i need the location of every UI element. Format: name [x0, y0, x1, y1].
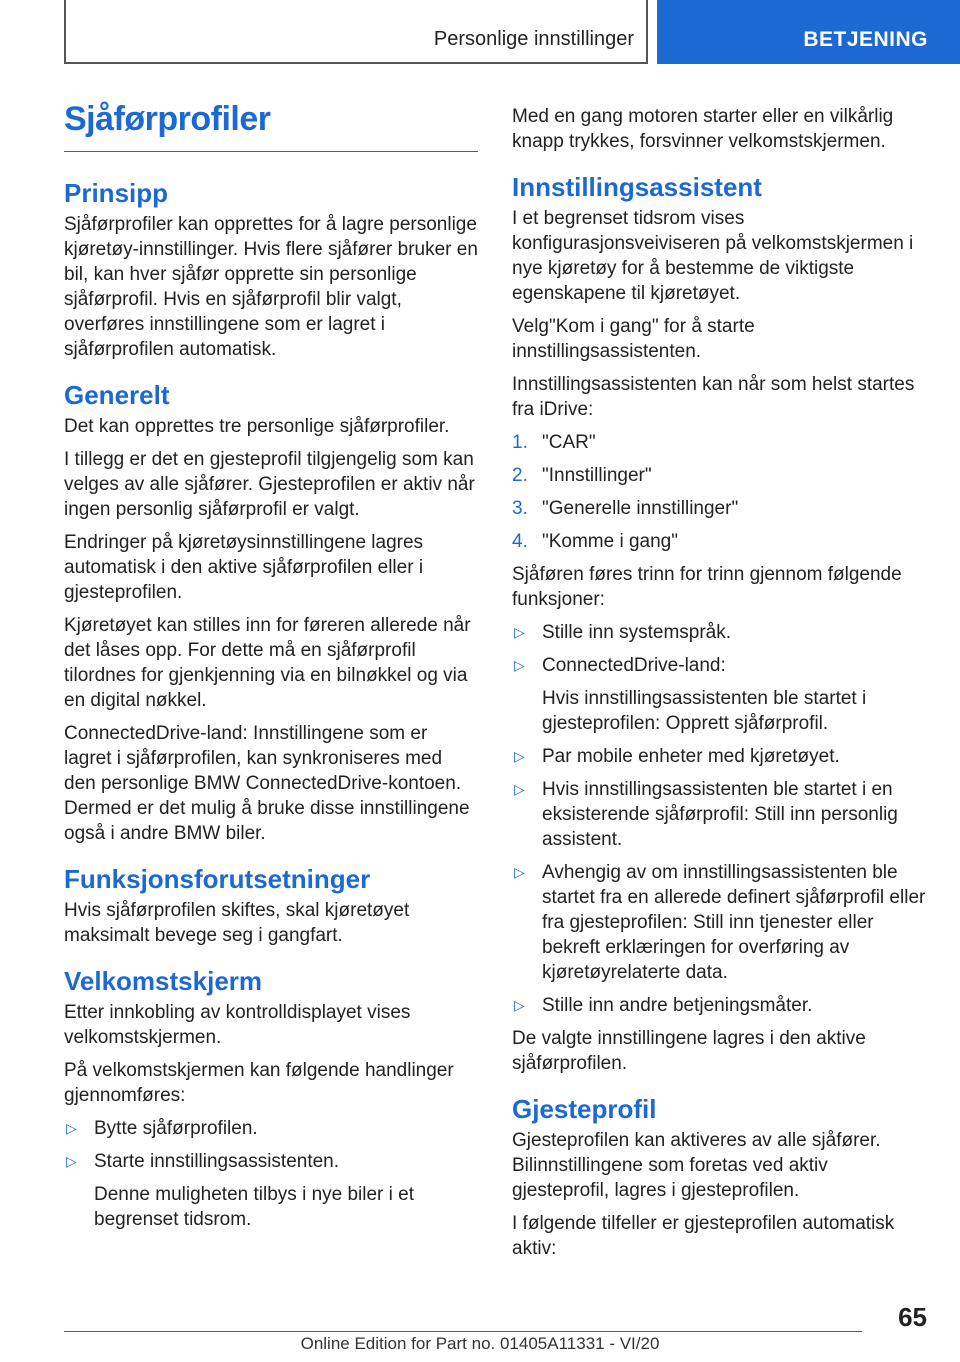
list-item [512, 777, 930, 852]
section-heading: Generelt [64, 380, 170, 410]
triangle-right-outline-icon: ▷ [514, 657, 525, 673]
list-item [512, 744, 930, 769]
list-item [512, 860, 930, 985]
triangle-right-outline-icon: ▷ [514, 997, 525, 1013]
list-item [512, 463, 930, 488]
list-item-text: Hvis innstillingsassistenten ble startet i en eksisterende sjåførprofil: Still inn personlig assistent. [542, 779, 898, 850]
numbered-list [512, 430, 930, 554]
triangle-right-outline-icon: ▷ [514, 864, 525, 880]
triangle-right-outline-icon: ▷ [514, 748, 525, 764]
step-number: 1. [512, 432, 528, 453]
list-item-subtext: Hvis innstillingsassistenten ble startet i gjesteprofilen: Opprett sjåførprofil. [542, 688, 867, 734]
running-header-box [64, 0, 648, 64]
section-heading: Prinsipp [64, 178, 169, 208]
paragraph: I tillegg er det en gjesteprofil tilgjengelig som kan velges av alle sjåfører. Gjesteprofilen er aktiv når ingen personlig sjåførprofil er valgt. [64, 449, 475, 520]
bullet-list [64, 1116, 478, 1232]
section-innstillingsassistent [512, 170, 930, 1076]
list-item-text: Par mobile enheter med kjøretøyet. [542, 746, 840, 767]
section-heading: Gjesteprofil [512, 1094, 657, 1124]
list-item-text: "Innstillinger" [542, 465, 652, 486]
paragraph: Hvis sjåførprofilen skiftes, skal kjøretøyet maksimalt bevege seg i gangfart. [64, 900, 410, 946]
triangle-right-outline-icon: ▷ [514, 624, 525, 640]
paragraph: Endringer på kjøretøysinnstillingene lagres automatisk i den aktive sjåførprofilen eller i gjesteprofilen. [64, 532, 424, 603]
section-generelt [64, 378, 478, 846]
list-item-text: "CAR" [542, 432, 596, 453]
paragraph: Velg"Kom i gang" for å starte innstillingsassistenten. [512, 316, 755, 362]
step-number: 4. [512, 531, 528, 552]
paragraph: Etter innkobling av kontrolldisplayet vises velkomstskjermen. [64, 1002, 411, 1048]
triangle-right-outline-icon: ▷ [514, 781, 525, 797]
section-heading: Velkomstskjerm [64, 966, 263, 996]
paragraph: Gjesteprofilen kan aktiveres av alle sjåfører. Bilinnstillingene som foretas ved aktiv gjesteprofil, lagres i gjesteprofilen. [512, 1130, 881, 1201]
list-item-text: ConnectedDrive-land: [542, 655, 726, 676]
list-item [512, 529, 930, 554]
section-heading: Innstillingsassistent [512, 172, 762, 202]
list-item-text: Avhengig av om innstillingsassistenten ble startet fra en allerede definert sjåførprofil eller fra gjesteprofilen: Still inn tjenester eller bekreft erklæringen for overføring av kjøretøyrelaterte data. [542, 862, 926, 983]
list-item-text: Bytte sjåførprofilen. [94, 1118, 258, 1139]
paragraph: Sjåførprofiler kan opprettes for å lagre personlige kjøretøy-innstillinger. Hvis flere sjåfører bruker en bil, kan hver sjåfør opprette sin personlige sjåførprofil. Hvis en sjåførprofil blir valgt, overføres innstillingene som er lagret i sjåførprofilen automatisk. [64, 214, 478, 360]
section-heading: Funksjonsforutsetninger [64, 864, 371, 894]
section-funksjonsforutsetninger [64, 862, 478, 948]
paragraph: Det kan opprettes tre personlige sjåførprofiler. [64, 416, 450, 437]
triangle-right-outline-icon: ▷ [66, 1153, 77, 1169]
paragraph: Innstillingsassistenten kan når som helst startes fra iDrive: [512, 374, 915, 420]
list-item [512, 430, 930, 455]
list-item [512, 620, 930, 645]
paragraph: De valgte innstillingene lagres i den aktive sjåførprofilen. [512, 1028, 866, 1074]
list-item [512, 993, 930, 1018]
step-number: 2. [512, 465, 528, 486]
list-item-text: Stille inn systemspråk. [542, 622, 732, 643]
chapter-tab-label: BETJENING [803, 28, 928, 51]
list-item-subtext: Denne muligheten tilbys i nye biler i et begrenset tidsrom. [94, 1184, 415, 1230]
list-item-text: Stille inn andre betjeningsmåter. [542, 995, 813, 1016]
list-item-text: Starte innstillingsassistenten. [94, 1151, 340, 1172]
section-gjesteprofil [512, 1092, 930, 1261]
paragraph: I følgende tilfeller er gjesteprofilen automatisk aktiv: [512, 1213, 895, 1259]
chapter-tab [657, 0, 960, 64]
list-item [64, 1116, 478, 1141]
bullet-list [512, 620, 930, 1018]
paragraph: I et begrenset tidsrom vises konfigurasjonsveiviseren på velkomstskjermen i nye kjøretøy for å bestemme de viktigste egenskapene til kjøretøyet. [512, 208, 914, 304]
page-number: 65 [898, 1302, 927, 1332]
section-velkomstskjerm [64, 964, 478, 1232]
list-item [512, 496, 930, 521]
section-prinsipp [64, 176, 478, 362]
list-item-text: "Generelle innstillinger" [542, 498, 739, 519]
paragraph: Med en gang motoren starter eller en vilkårlig knapp trykkes, forsvinner velkomstskjermen. [512, 106, 894, 152]
paragraph: ConnectedDrive-land: Innstillingene som er lagret i sjåførprofilen, kan synkroniseres med den personlige BMW ConnectedDrive-kontoen. Dermed er det mulig å bruke disse innstillingene også i andre BMW biler. [64, 723, 470, 844]
footer-edition-text: Online Edition for Part no. 01405A11331 - VI/20 [300, 1334, 660, 1353]
list-item [64, 1149, 478, 1232]
triangle-right-outline-icon: ▷ [66, 1120, 77, 1136]
paragraph: Sjåføren føres trinn for trinn gjennom følgende funksjoner: [512, 564, 902, 610]
running-header-title: Personlige innstillinger [433, 28, 634, 50]
right-column [512, 104, 930, 1277]
left-column [64, 100, 478, 1248]
page-title: Sjåførprofiler [64, 100, 478, 152]
list-item-text: "Komme i gang" [542, 531, 678, 552]
paragraph: Kjøretøyet kan stilles inn for føreren allerede når det låses opp. For dette må en sjåførprofil tilordnes for gjenkjenning via en bilnøkkel og via en digital nøkkel. [64, 615, 471, 711]
footer-rule [64, 1331, 862, 1332]
list-item [512, 653, 930, 736]
step-number: 3. [512, 498, 528, 519]
paragraph: På velkomstskjermen kan følgende handlinger gjennomføres: [64, 1060, 454, 1106]
